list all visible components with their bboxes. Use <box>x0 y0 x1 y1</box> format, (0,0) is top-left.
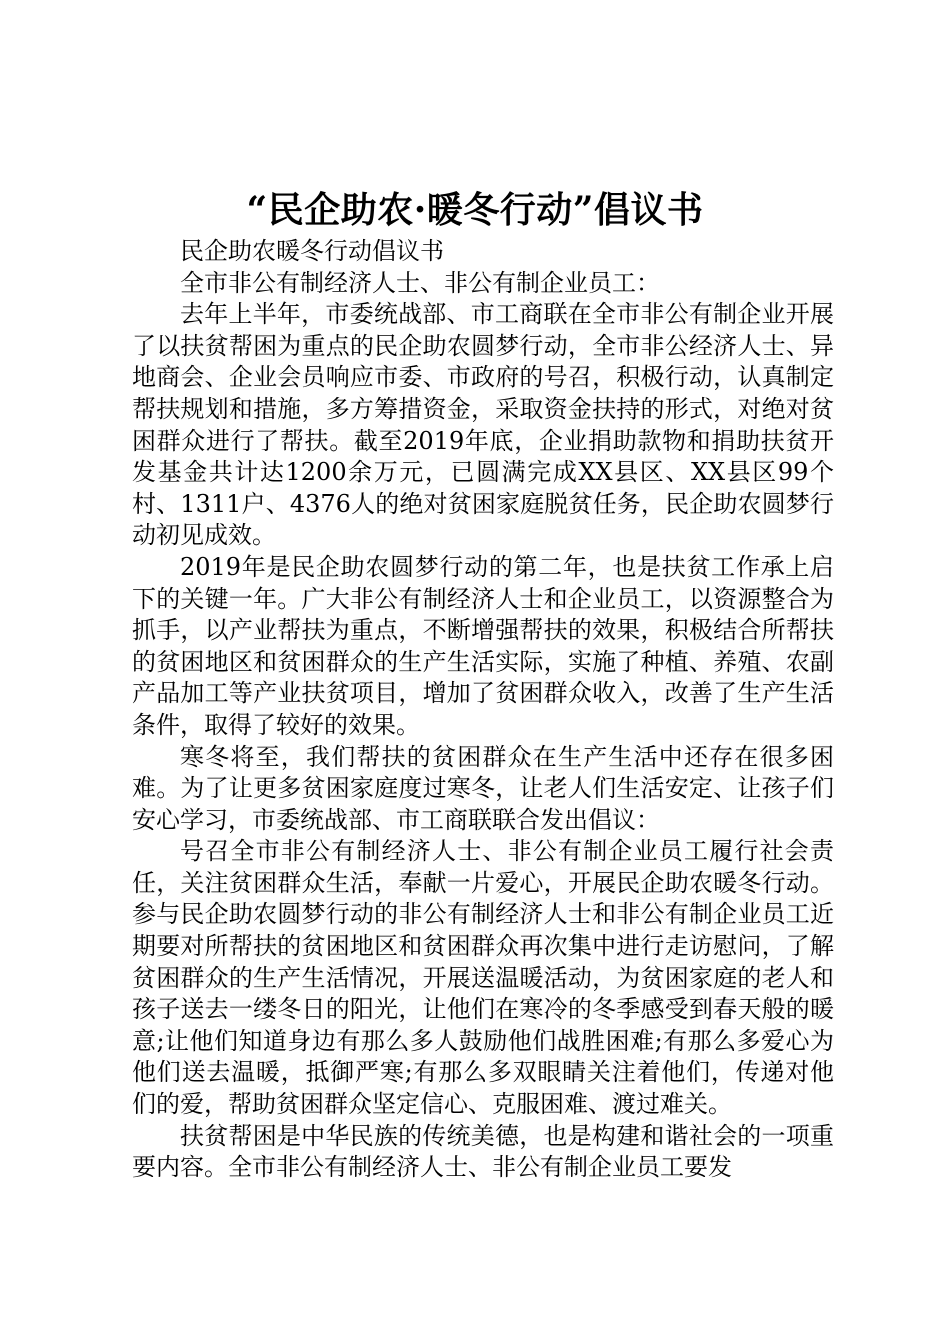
paragraph-3: 寒冬将至，我们帮扶的贫困群众在生产生活中还存在很多困难。为了让更多贫困家庭度过寒冬，让老人们生活安定、让孩子们安心学习，市委统战部、市工商联联合发出倡议： <box>132 742 834 834</box>
document-title: “民企助农·暖冬行动”倡议书 <box>246 189 704 231</box>
paragraph-heading: 民企助农暖冬行动倡议书 <box>180 237 444 265</box>
paragraph-5: 扶贫帮困是中华民族的传统美德，也是构建和谐社会的一项重要内容。全市非公有制经济人士、非公有制企业员工要发 <box>132 1121 834 1182</box>
paragraph-1: 去年上半年，市委统战部、市工商联在全市非公有制企业开展了以扶贫帮困为重点的民企助农圆梦行动，全市非公经济人士、异地商会、企业会员响应市委、市政府的号召，积极行动，认真制定帮扶规划和措施，多方筹措资金，采取资金扶持的形式，对绝对贫困群众进行了帮扶。截至2019年底，企业捐助款物和捐助扶贫开发基金共计达1200余万元，已圆满完成XX县区、XX县区99个村、1311户、4376人的绝对贫困家庭脱贫任务，民企助农圆梦行动初见成效。 <box>132 300 834 550</box>
paragraph-salutation: 全市非公有制经济人士、非公有制企业员工： <box>180 268 660 297</box>
document-body <box>132 236 834 1184</box>
paragraph-4: 号召全市非公有制经济人士、非公有制企业员工履行社会责任，关注贫困群众生活，奉献一片爱心，开展民企助农暖冬行动。参与民企助农圆梦行动的非公有制经济人士和非公有制企业员工近期要对所帮扶的贫困地区和贫困群众再次集中进行走访慰问，了解贫困群众的生产生活情况，开展送温暖活动，为贫困家庭的老人和孩子送去一缕冬日的阳光，让他们在寒冷的冬季感受到春天般的暖意;让他们知道身边有那么多人鼓励他们战胜困难;有那么多爱心为他们送去温暖，抵御严寒;有那么多双眼睛关注着他们，传递对他们的爱，帮助贫困群众坚定信心、克服困难、渡过难关。 <box>132 837 834 1119</box>
paragraph-2: 2019年是民企助农圆梦行动的第二年，也是扶贫工作承上启下的关键一年。广大非公有制经济人士和企业员工，以资源整合为抓手，以产业帮扶为重点，不断增强帮扶的效果，积极结合所帮扶的贫困地区和贫困群众的生产生活实际，实施了种植、养殖、农副产品加工等产业扶贫项目，增加了贫困群众收入，改善了生产生活条件，取得了较好的效果。 <box>132 552 834 739</box>
